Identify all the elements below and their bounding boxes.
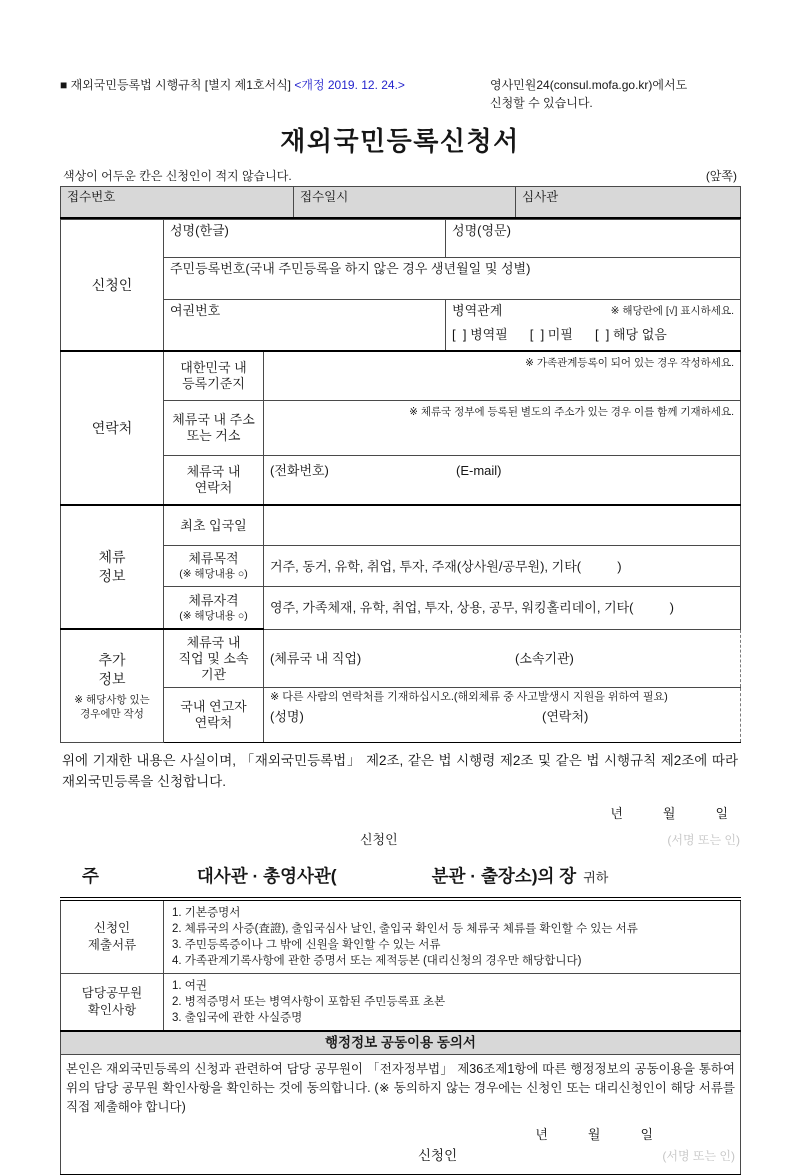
job-label-line1: 체류국 내 bbox=[186, 634, 241, 650]
form-title: 재외국민등록신청서 bbox=[280, 126, 520, 156]
page-side-label: (앞쪽) bbox=[705, 169, 737, 183]
consent-body-text: 본인은 재외국민등록의 신청과 관련하여 담당 공무원이 「전자정부법」 제36조제1항에 따른 행정정보의 공동이용을 통하여 위의 담당 공무원 확인사항을 확인하는 것에 동의합니다. (※ 동의하지 않는 경우에는 신청인 또는 대리신청인이 해당 서류를 직접 제출해야 합니다) bbox=[66, 1061, 735, 1114]
consent-date-line[interactable] bbox=[66, 1126, 735, 1143]
job-field-label[interactable]: (체류국 내 직업) bbox=[270, 650, 362, 666]
official-check-list-cell bbox=[164, 973, 741, 1031]
stay-address-label-cell bbox=[164, 401, 264, 456]
stay-contact-label-line1: 체류국 내 bbox=[186, 464, 241, 479]
military-cell[interactable] bbox=[446, 300, 741, 352]
month-label: 월 bbox=[662, 805, 676, 821]
addressee-honorific: 귀하 bbox=[583, 869, 609, 885]
name-kor-label: 성명(한글) bbox=[170, 223, 229, 238]
stay-address-label-line2: 또는 거소 bbox=[186, 428, 241, 443]
year-label: 년 bbox=[535, 1126, 548, 1142]
receipt-number-label: 접수번호 bbox=[67, 190, 116, 204]
stay-purpose-label-cell bbox=[164, 546, 264, 587]
military-option-completed[interactable]: [ ] 병역필 bbox=[452, 327, 508, 342]
receipt-datetime-label: 접수일시 bbox=[300, 190, 349, 204]
stay-purpose-options[interactable]: 거주, 동거, 유학, 취업, 투자, 주재(상사원/공무원), 기타( ) bbox=[270, 558, 622, 574]
shading-note: 색상이 어두운 칸은 신청인이 적지 않습니다. bbox=[63, 169, 292, 183]
kin-label-cell bbox=[164, 688, 264, 743]
stay-info-label-line2: 정보 bbox=[98, 568, 126, 584]
signature-or-seal-note: (서명 또는 인) bbox=[667, 832, 740, 847]
email-field-label[interactable]: (E-mail) bbox=[456, 463, 502, 478]
military-options bbox=[452, 326, 734, 343]
stay-status-options[interactable]: 영주, 가족체재, 유학, 취업, 투자, 상용, 공무, 워킹홀리데이, 기타( ) bbox=[270, 600, 674, 616]
section-applicant-label: 신청인 bbox=[61, 220, 164, 352]
examiner-label: 심사관 bbox=[522, 190, 559, 204]
revision-note: <개정 2019. 12. 24.> bbox=[294, 78, 405, 92]
stay-address-input-cell[interactable] bbox=[264, 401, 741, 456]
stay-purpose-label: 체류목적 bbox=[188, 551, 239, 566]
shading-note-row bbox=[60, 167, 740, 184]
job-label-cell bbox=[164, 629, 264, 688]
documents-table bbox=[60, 897, 741, 1175]
official-check-label-line1: 담당공무원 bbox=[81, 985, 143, 1000]
name-kor-cell[interactable] bbox=[164, 220, 446, 258]
military-label: 병역관계 bbox=[452, 303, 503, 318]
submit-doc-item: 3. 주민등록증이나 그 밖에 신원을 확인할 수 있는 서류 bbox=[172, 938, 441, 951]
extra-info-label-line2: 정보 bbox=[98, 671, 126, 687]
stay-address-note: ※ 체류국 정부에 등록된 별도의 주소가 있는 경우 이를 함께 기재하세요. bbox=[409, 406, 735, 418]
submit-docs-label-line2: 제출서류 bbox=[87, 937, 137, 952]
kin-fields bbox=[270, 708, 734, 725]
consent-section-cell bbox=[61, 1054, 741, 1174]
kin-note: ※ 다른 사람의 연락처를 기재하십시오.(해외체류 중 사고발생시 지원을 위하여 필요) bbox=[270, 691, 668, 703]
stay-info-label-line1: 체류 bbox=[98, 549, 126, 565]
extra-info-label-line1: 추가 bbox=[98, 652, 126, 668]
stay-purpose-circle-note: (※ 해당내용 ○) bbox=[179, 568, 248, 580]
submit-docs-label-line1: 신청인 bbox=[93, 920, 131, 935]
job-input-cell[interactable] bbox=[264, 629, 741, 688]
resident-no-label: 주민등록번호(국내 주민등록을 하지 않은 경우 생년월일 및 성별) bbox=[170, 261, 531, 276]
addressee-ju: 주 bbox=[82, 865, 99, 886]
form-reference bbox=[60, 76, 405, 112]
base-registration-label-line2: 등록기준지 bbox=[182, 376, 245, 391]
kin-contact-field-label[interactable]: (연락처) bbox=[542, 709, 589, 724]
receipt-number-cell bbox=[61, 187, 294, 219]
stay-status-label-cell bbox=[164, 587, 264, 630]
form-sheet bbox=[60, 76, 740, 1175]
online-note-line2: 신청할 수 있습니다. bbox=[490, 96, 593, 110]
month-label: 월 bbox=[587, 1126, 601, 1142]
name-eng-label: 성명(영문) bbox=[452, 223, 511, 238]
day-label: 일 bbox=[715, 805, 728, 821]
receipt-header-table bbox=[60, 186, 741, 219]
addressee-branch: 분관 · 출장소)의 장 bbox=[431, 865, 577, 886]
military-option-not-completed[interactable]: [ ] 미필 bbox=[529, 327, 573, 342]
military-check-note: ※ 해당란에 [√] 표시하세요. bbox=[610, 304, 735, 317]
phone-field-label[interactable]: (전화번호) bbox=[270, 463, 329, 478]
stay-contact-label-cell bbox=[164, 456, 264, 506]
examiner-cell bbox=[516, 187, 741, 219]
military-header bbox=[452, 302, 734, 319]
submit-docs-label-cell bbox=[61, 899, 164, 974]
official-check-label-cell bbox=[61, 973, 164, 1031]
day-label: 일 bbox=[640, 1126, 653, 1142]
name-eng-cell[interactable] bbox=[446, 220, 741, 258]
applicant-signature-label: 신청인 bbox=[360, 831, 398, 847]
online-application-note bbox=[490, 76, 740, 112]
official-check-item: 3. 출입국에 관한 사실증명 bbox=[172, 1011, 303, 1024]
kin-name-field-label[interactable]: (성명) bbox=[270, 709, 304, 724]
receipt-datetime-cell bbox=[294, 187, 516, 219]
section-extra-info-label bbox=[61, 629, 164, 743]
stay-address-label-line1: 체류국 내 주소 bbox=[172, 412, 255, 427]
stay-contact-input-cell[interactable] bbox=[264, 456, 741, 506]
declaration-text: 위에 기재한 내용은 사실이며, 「재외국민등록법」 제2조, 같은 법 시행령 제2조 및 같은 법 시행규칙 제2조에 따라 재외국민등록을 신청합니다. bbox=[62, 752, 738, 789]
extra-info-note-line1: ※ 해당사항 있는 bbox=[74, 694, 150, 706]
base-registration-input-cell[interactable] bbox=[264, 351, 741, 401]
stay-purpose-options-cell[interactable] bbox=[264, 546, 741, 587]
submit-doc-item: 1. 기본증명서 bbox=[172, 906, 241, 919]
section-contact-label: 연락처 bbox=[61, 351, 164, 505]
first-entry-input-cell[interactable] bbox=[264, 505, 741, 546]
passport-no-cell[interactable] bbox=[164, 300, 446, 352]
consent-title-bar: 행정정보 공동이용 동의서 bbox=[61, 1031, 741, 1055]
stay-contact-label-line2: 연락처 bbox=[194, 480, 233, 495]
form-reference-text: ■ 재외국민등록법 시행규칙 [별지 제1호서식] bbox=[60, 78, 291, 92]
first-entry-label-cell: 최초 입국일 bbox=[164, 505, 264, 546]
section-stay-info-label bbox=[61, 505, 164, 629]
kin-label-line1: 국내 연고자 bbox=[180, 699, 247, 714]
consent-signature-line[interactable] bbox=[66, 1147, 735, 1165]
stay-status-options-cell[interactable] bbox=[264, 587, 741, 630]
addressee-embassy: 대사관 · 총영사관( bbox=[196, 865, 337, 886]
stay-status-label: 체류자격 bbox=[188, 592, 239, 608]
addressee-line bbox=[60, 863, 740, 888]
passport-no-label: 여권번호 bbox=[170, 303, 221, 318]
base-registration-note: ※ 가족관계등록이 되어 있는 경우 작성하세요. bbox=[525, 357, 735, 369]
applicant-signature-label: 신청인 bbox=[418, 1147, 458, 1163]
extra-info-note-line2: 경우에만 작성 bbox=[80, 708, 144, 720]
base-registration-label-line1: 대한민국 내 bbox=[180, 360, 247, 375]
declaration-date-line[interactable] bbox=[60, 803, 740, 822]
kin-input-cell[interactable] bbox=[264, 688, 741, 743]
job-label-line3: 기관 bbox=[200, 666, 227, 682]
job-label-line2: 직업 및 소속 bbox=[178, 650, 249, 666]
official-check-label-line2: 확인사항 bbox=[87, 1002, 137, 1017]
submit-doc-item: 4. 가족관계기록사항에 관한 증명서 또는 제적등본 (대리신청의 경우만 해당합니다) bbox=[172, 954, 582, 967]
top-reference-row bbox=[60, 76, 740, 112]
signature-or-seal-note: (서명 또는 인) bbox=[662, 1148, 735, 1163]
declaration-signature-line[interactable] bbox=[60, 829, 740, 848]
main-form-table bbox=[60, 219, 741, 743]
stay-status-circle-note: (※ 해당내용 ○) bbox=[179, 609, 248, 622]
official-check-item: 2. 병적증명서 또는 병역사항이 포함된 주민등록표 초본 bbox=[172, 995, 446, 1008]
year-label: 년 bbox=[610, 805, 623, 821]
resident-no-cell[interactable] bbox=[164, 258, 741, 300]
official-check-item: 1. 여권 bbox=[172, 979, 208, 992]
submit-doc-item: 2. 체류국의 사증(査證), 출입국심사 날인, 출입국 확인서 등 체류국 체류를 확인할 수 있는 서류 bbox=[172, 922, 638, 935]
base-registration-label-cell bbox=[164, 351, 264, 401]
military-option-na[interactable]: [ ] 해당 없음 bbox=[594, 327, 667, 342]
kin-label-line2: 연락처 bbox=[194, 715, 233, 730]
submit-docs-list-cell bbox=[164, 899, 741, 974]
online-note-line1: 영사민원24(consul.mofa.go.kr)에서도 bbox=[490, 78, 688, 92]
org-field-label[interactable]: (소속기관) bbox=[515, 650, 574, 666]
